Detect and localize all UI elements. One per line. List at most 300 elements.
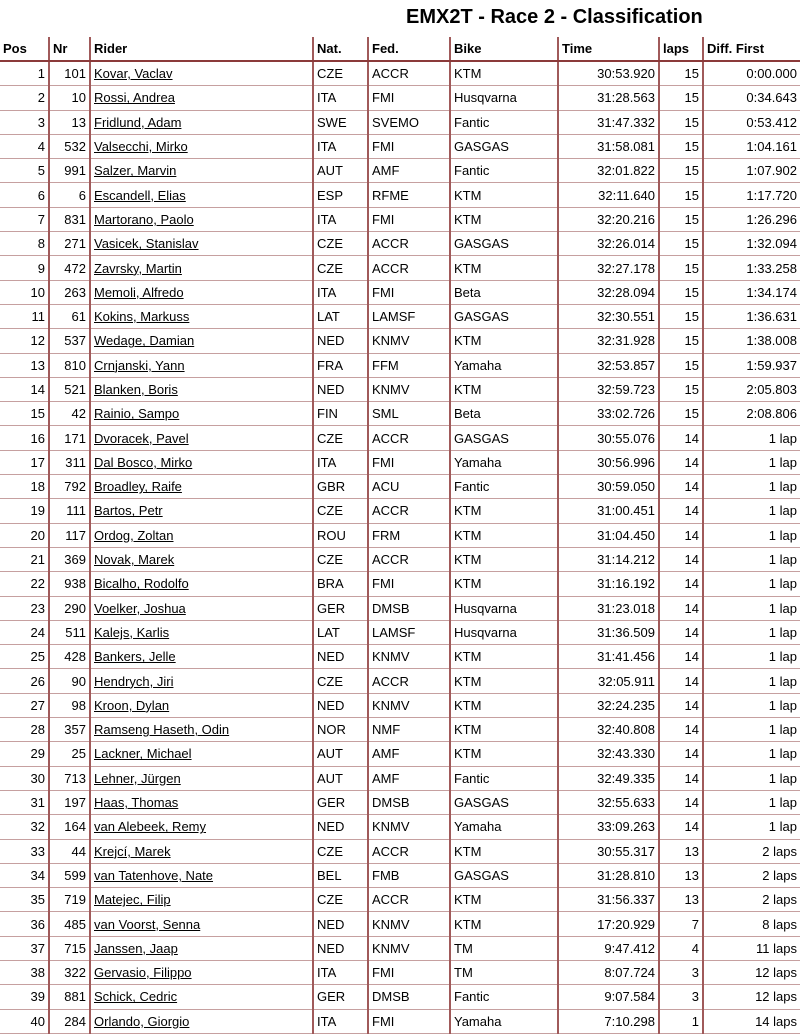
rider-link[interactable]: Valsecchi, Mirko (94, 139, 188, 155)
table-row (0, 766, 800, 790)
cell-laps: 13 (659, 839, 703, 863)
cell-time: 31:58.081 (558, 134, 659, 158)
cell-fed: FMI (368, 960, 450, 984)
cell-laps: 14 (659, 547, 703, 571)
cell-pos: 18 (0, 475, 49, 499)
cell-pos: 19 (0, 499, 49, 523)
cell-bike: Beta (450, 402, 558, 426)
table-row (0, 815, 800, 839)
cell-laps: 15 (659, 304, 703, 328)
cell-nat: GER (313, 790, 368, 814)
cell-fed: ACCR (368, 426, 450, 450)
cell-diff: 1 lap (703, 645, 800, 669)
cell-time: 31:28.810 (558, 863, 659, 887)
cell-laps: 15 (659, 183, 703, 207)
cell-diff: 1 lap (703, 669, 800, 693)
cell-rider (90, 475, 313, 499)
cell-pos: 17 (0, 450, 49, 474)
table-row (0, 718, 800, 742)
cell-pos: 15 (0, 402, 49, 426)
rider-link[interactable]: Rossi, Andrea (94, 90, 175, 106)
cell-nr: 6 (49, 183, 90, 207)
cell-bike: KTM (450, 329, 558, 353)
cell-nat: NED (313, 693, 368, 717)
cell-pos: 9 (0, 256, 49, 280)
cell-nr: 357 (49, 718, 90, 742)
cell-pos: 5 (0, 159, 49, 183)
cell-pos: 25 (0, 645, 49, 669)
table-row (0, 207, 800, 231)
cell-nat: FIN (313, 402, 368, 426)
title-text: EMX2T - Race 2 - Classification (406, 6, 703, 28)
cell-laps: 14 (659, 426, 703, 450)
cell-rider (90, 863, 313, 887)
cell-fed: KNMV (368, 912, 450, 936)
cell-rider (90, 183, 313, 207)
cell-laps: 15 (659, 207, 703, 231)
table-row (0, 912, 800, 936)
table-row (0, 280, 800, 304)
cell-bike: GASGAS (450, 304, 558, 328)
cell-pos: 6 (0, 183, 49, 207)
table-row (0, 159, 800, 183)
rider-link[interactable]: Orlando, Giorgio (94, 1013, 190, 1029)
rider-link[interactable]: Blanken, Boris (94, 382, 178, 397)
header-diff: Diff. First (703, 37, 800, 61)
cell-pos: 32 (0, 815, 49, 839)
cell-time: 33:09.263 (558, 815, 659, 839)
cell-rider (90, 280, 313, 304)
cell-nat: NED (313, 645, 368, 669)
cell-diff: 8 laps (703, 912, 800, 936)
cell-rider (90, 61, 313, 86)
cell-fed: FMI (368, 86, 450, 110)
cell-laps: 13 (659, 888, 703, 912)
cell-diff: 0:53.412 (703, 110, 800, 134)
rider-link[interactable]: Martorano, Paolo (94, 211, 194, 227)
cell-pos: 29 (0, 742, 49, 766)
header-pos: Pos (0, 37, 49, 61)
cell-rider (90, 620, 313, 644)
cell-laps: 14 (659, 596, 703, 620)
cell-bike: KTM (450, 742, 558, 766)
cell-laps: 14 (659, 766, 703, 790)
cell-bike: GASGAS (450, 232, 558, 256)
cell-nr: 44 (49, 839, 90, 863)
cell-rider (90, 693, 313, 717)
cell-nr: 117 (49, 523, 90, 547)
table-row (0, 960, 800, 984)
cell-fed: ACCR (368, 256, 450, 280)
cell-rider (90, 912, 313, 936)
table-row (0, 985, 800, 1009)
cell-time: 32:24.235 (558, 693, 659, 717)
cell-bike: Beta (450, 280, 558, 304)
cell-time: 8:07.724 (558, 960, 659, 984)
cell-bike: GASGAS (450, 134, 558, 158)
table-row (0, 256, 800, 280)
table-row (0, 1009, 800, 1033)
rider-link[interactable]: Escandell, Elias (94, 187, 186, 203)
cell-nat: ITA (313, 450, 368, 474)
cell-fed: LAMSF (368, 304, 450, 328)
cell-diff: 1 lap (703, 426, 800, 450)
cell-nat: AUT (313, 766, 368, 790)
cell-rider (90, 790, 313, 814)
cell-bike: KTM (450, 718, 558, 742)
cell-nat: ITA (313, 280, 368, 304)
cell-nat: ROU (313, 523, 368, 547)
cell-diff: 1 lap (703, 523, 800, 547)
cell-nat: CZE (313, 888, 368, 912)
table-row (0, 693, 800, 717)
cell-nat: ITA (313, 960, 368, 984)
cell-time: 30:53.920 (558, 61, 659, 86)
rider-link[interactable]: Dvoracek, Pavel (94, 430, 189, 446)
header-time: Time (558, 37, 659, 61)
cell-fed: AMF (368, 766, 450, 790)
cell-rider (90, 985, 313, 1009)
cell-time: 31:41.456 (558, 645, 659, 669)
cell-laps: 3 (659, 985, 703, 1009)
table-row (0, 377, 800, 401)
cell-pos: 21 (0, 547, 49, 571)
rider-link[interactable]: Broadley, Raife (94, 479, 182, 495)
cell-laps: 15 (659, 159, 703, 183)
table-row (0, 183, 800, 207)
cell-time: 32:53.857 (558, 353, 659, 377)
cell-nr: 98 (49, 693, 90, 717)
cell-nat: NED (313, 377, 368, 401)
table-row (0, 888, 800, 912)
cell-nat: CZE (313, 839, 368, 863)
cell-nr: 511 (49, 620, 90, 644)
cell-fed: FMI (368, 280, 450, 304)
cell-diff: 1 lap (703, 475, 800, 499)
cell-laps: 13 (659, 863, 703, 887)
cell-rider (90, 86, 313, 110)
cell-bike: KTM (450, 207, 558, 231)
cell-diff: 0:34.643 (703, 86, 800, 110)
cell-nr: 599 (49, 863, 90, 887)
cell-fed: FMI (368, 134, 450, 158)
rider-link[interactable]: van Tatenhove, Nate (94, 867, 214, 883)
cell-time: 32:59.723 (558, 377, 659, 401)
cell-nr: 537 (49, 329, 90, 353)
rider-link[interactable]: Dal Bosco, Mirko (94, 454, 193, 470)
rider-link[interactable]: Schick, Cedric (94, 989, 178, 1005)
cell-laps: 15 (659, 232, 703, 256)
cell-nr: 263 (49, 280, 90, 304)
cell-nr: 284 (49, 1009, 90, 1033)
rider-link[interactable]: Salzer, Marvin (94, 163, 177, 179)
table-row (0, 839, 800, 863)
cell-fed: KNMV (368, 936, 450, 960)
cell-rider (90, 523, 313, 547)
cell-nat: LAT (313, 304, 368, 328)
table-row (0, 499, 800, 523)
rider-link[interactable]: Lackner, Michael (94, 746, 192, 762)
cell-bike: KTM (450, 547, 558, 571)
table-header-row (0, 37, 800, 61)
cell-time: 32:05.911 (558, 669, 659, 693)
cell-laps: 14 (659, 669, 703, 693)
rider-link[interactable]: Novak, Marek (94, 552, 175, 568)
table-row (0, 353, 800, 377)
rider-link[interactable]: Kovar, Vaclav (94, 66, 173, 82)
cell-nr: 532 (49, 134, 90, 158)
cell-nat: LAT (313, 620, 368, 644)
cell-nr: 938 (49, 572, 90, 596)
cell-diff: 1 lap (703, 572, 800, 596)
rider-link[interactable]: Fridlund, Adam (94, 114, 182, 130)
cell-bike: Husqvarna (450, 596, 558, 620)
cell-fed: ACCR (368, 669, 450, 693)
cell-diff: 12 laps (703, 960, 800, 984)
cell-nr: 810 (49, 353, 90, 377)
cell-pos: 20 (0, 523, 49, 547)
cell-nr: 322 (49, 960, 90, 984)
cell-nr: 25 (49, 742, 90, 766)
rider-link[interactable]: Rainio, Sampo (94, 406, 180, 422)
rider-link[interactable]: Haas, Thomas (94, 795, 179, 811)
cell-fed: DMSB (368, 596, 450, 620)
cell-pos: 31 (0, 790, 49, 814)
cell-nr: 485 (49, 912, 90, 936)
rider-link[interactable]: Kalejs, Karlis (94, 624, 170, 640)
cell-fed: ACCR (368, 839, 450, 863)
rider-link[interactable]: Bicalho, Rodolfo (94, 576, 189, 592)
rider-link[interactable]: Kroon, Dylan (94, 697, 170, 713)
cell-laps: 15 (659, 353, 703, 377)
rider-link[interactable]: Lehner, Jürgen (94, 770, 181, 786)
cell-laps: 7 (659, 912, 703, 936)
rider-link[interactable]: Crnjanski, Yann (94, 357, 185, 373)
cell-bike: KTM (450, 645, 558, 669)
cell-nr: 10 (49, 86, 90, 110)
cell-nat: FRA (313, 353, 368, 377)
rider-link[interactable]: Vasicek, Stanislav (94, 236, 199, 252)
rider-link[interactable]: Voelker, Joshua (94, 600, 186, 616)
header-laps: laps (659, 37, 703, 61)
cell-rider (90, 499, 313, 523)
cell-bike: Fantic (450, 110, 558, 134)
cell-nat: CZE (313, 426, 368, 450)
cell-fed: KNMV (368, 815, 450, 839)
cell-time: 32:30.551 (558, 304, 659, 328)
cell-fed: ACCR (368, 61, 450, 86)
rider-link[interactable]: Krejcí, Marek (94, 843, 171, 859)
cell-bike: Yamaha (450, 353, 558, 377)
cell-nat: ITA (313, 86, 368, 110)
cell-fed: FMI (368, 207, 450, 231)
cell-bike: KTM (450, 888, 558, 912)
cell-time: 31:36.509 (558, 620, 659, 644)
rider-link[interactable]: Hendrych, Jiri (94, 673, 174, 689)
cell-rider (90, 645, 313, 669)
cell-rider (90, 547, 313, 571)
cell-bike: KTM (450, 377, 558, 401)
rider-link[interactable]: Bartos, Petr (94, 503, 163, 519)
table-row (0, 475, 800, 499)
cell-nr: 61 (49, 304, 90, 328)
cell-time: 30:56.996 (558, 450, 659, 474)
rider-link[interactable]: Gervasio, Filippo (94, 965, 192, 981)
cell-diff: 2:08.806 (703, 402, 800, 426)
table-row (0, 936, 800, 960)
cell-fed: ACCR (368, 888, 450, 912)
cell-diff: 2 laps (703, 888, 800, 912)
cell-nat: NED (313, 936, 368, 960)
cell-rider (90, 596, 313, 620)
cell-laps: 1 (659, 1009, 703, 1033)
cell-nat: GBR (313, 475, 368, 499)
cell-nr: 171 (49, 426, 90, 450)
cell-nr: 311 (49, 450, 90, 474)
cell-fed: SVEMO (368, 110, 450, 134)
cell-fed: ACCR (368, 547, 450, 571)
cell-pos: 33 (0, 839, 49, 863)
cell-diff: 1:32.094 (703, 232, 800, 256)
cell-pos: 37 (0, 936, 49, 960)
cell-fed: RFME (368, 183, 450, 207)
cell-time: 32:28.094 (558, 280, 659, 304)
cell-time: 31:16.192 (558, 572, 659, 596)
rider-link[interactable]: van Voorst, Senna (94, 916, 201, 932)
table-row (0, 669, 800, 693)
cell-laps: 14 (659, 815, 703, 839)
cell-pos: 3 (0, 110, 49, 134)
cell-bike: KTM (450, 693, 558, 717)
cell-nr: 101 (49, 61, 90, 86)
classification-table (0, 37, 800, 1034)
table-row (0, 790, 800, 814)
cell-time: 32:40.808 (558, 718, 659, 742)
cell-nr: 881 (49, 985, 90, 1009)
cell-rider (90, 450, 313, 474)
cell-nat: ITA (313, 1009, 368, 1033)
cell-nat: BEL (313, 863, 368, 887)
rider-link[interactable]: Zavrsky, Martin (94, 260, 182, 276)
cell-nat: BRA (313, 572, 368, 596)
table-row (0, 572, 800, 596)
cell-pos: 36 (0, 912, 49, 936)
cell-time: 31:28.563 (558, 86, 659, 110)
cell-laps: 15 (659, 61, 703, 86)
table-row (0, 329, 800, 353)
cell-diff: 2 laps (703, 839, 800, 863)
cell-time: 17:20.929 (558, 912, 659, 936)
cell-fed: KNMV (368, 329, 450, 353)
cell-fed: NMF (368, 718, 450, 742)
cell-nat: ITA (313, 207, 368, 231)
cell-fed: DMSB (368, 790, 450, 814)
cell-pos: 8 (0, 232, 49, 256)
table-row (0, 61, 800, 86)
rider-link[interactable]: Memoli, Alfredo (94, 284, 184, 300)
cell-nat: CZE (313, 669, 368, 693)
rider-link[interactable]: Janssen, Jaap (94, 940, 178, 956)
cell-nat: CZE (313, 61, 368, 86)
table-row (0, 450, 800, 474)
cell-time: 31:04.450 (558, 523, 659, 547)
cell-laps: 15 (659, 110, 703, 134)
rider-link[interactable]: Wedage, Damian (94, 333, 195, 349)
cell-bike: GASGAS (450, 426, 558, 450)
rider-link[interactable]: Bankers, Jelle (94, 649, 176, 665)
cell-diff: 1 lap (703, 547, 800, 571)
page-title (0, 4, 800, 30)
cell-pos: 26 (0, 669, 49, 693)
cell-diff: 1:38.008 (703, 329, 800, 353)
cell-bike: Husqvarna (450, 620, 558, 644)
cell-pos: 14 (0, 377, 49, 401)
cell-pos: 24 (0, 620, 49, 644)
rider-link[interactable]: van Alebeek, Remy (94, 819, 207, 835)
header-fed: Fed. (368, 37, 450, 61)
cell-rider (90, 960, 313, 984)
cell-laps: 4 (659, 936, 703, 960)
cell-diff: 1 lap (703, 790, 800, 814)
cell-time: 32:31.928 (558, 329, 659, 353)
table-row (0, 86, 800, 110)
table-row (0, 620, 800, 644)
rider-link[interactable]: Ramseng Haseth, Odin (94, 722, 230, 738)
cell-time: 30:59.050 (558, 475, 659, 499)
cell-diff: 1:04.161 (703, 134, 800, 158)
cell-nr: 472 (49, 256, 90, 280)
cell-bike: KTM (450, 61, 558, 86)
cell-bike: GASGAS (450, 790, 558, 814)
cell-time: 32:01.822 (558, 159, 659, 183)
cell-time: 32:49.335 (558, 766, 659, 790)
cell-laps: 15 (659, 280, 703, 304)
cell-nat: CZE (313, 232, 368, 256)
cell-bike: Yamaha (450, 450, 558, 474)
cell-nr: 521 (49, 377, 90, 401)
cell-fed: FMI (368, 1009, 450, 1033)
cell-time: 31:56.337 (558, 888, 659, 912)
cell-rider (90, 134, 313, 158)
cell-nr: 428 (49, 645, 90, 669)
cell-pos: 27 (0, 693, 49, 717)
table-row (0, 402, 800, 426)
cell-pos: 7 (0, 207, 49, 231)
cell-nat: GER (313, 985, 368, 1009)
cell-fed: LAMSF (368, 620, 450, 644)
rider-link[interactable]: Ordog, Zoltan (94, 527, 174, 543)
cell-diff: 11 laps (703, 936, 800, 960)
cell-pos: 34 (0, 863, 49, 887)
header-bike: Bike (450, 37, 558, 61)
cell-pos: 35 (0, 888, 49, 912)
rider-link[interactable]: Matejec, Filip (94, 892, 171, 908)
cell-rider (90, 232, 313, 256)
cell-nr: 991 (49, 159, 90, 183)
cell-fed: KNMV (368, 645, 450, 669)
cell-rider (90, 669, 313, 693)
cell-laps: 14 (659, 475, 703, 499)
cell-rider (90, 402, 313, 426)
cell-fed: FRM (368, 523, 450, 547)
cell-nr: 164 (49, 815, 90, 839)
cell-time: 9:07.584 (558, 985, 659, 1009)
cell-pos: 28 (0, 718, 49, 742)
cell-time: 31:47.332 (558, 110, 659, 134)
rider-link[interactable]: Kokins, Markuss (94, 309, 190, 325)
cell-fed: AMF (368, 159, 450, 183)
cell-nr: 111 (49, 499, 90, 523)
